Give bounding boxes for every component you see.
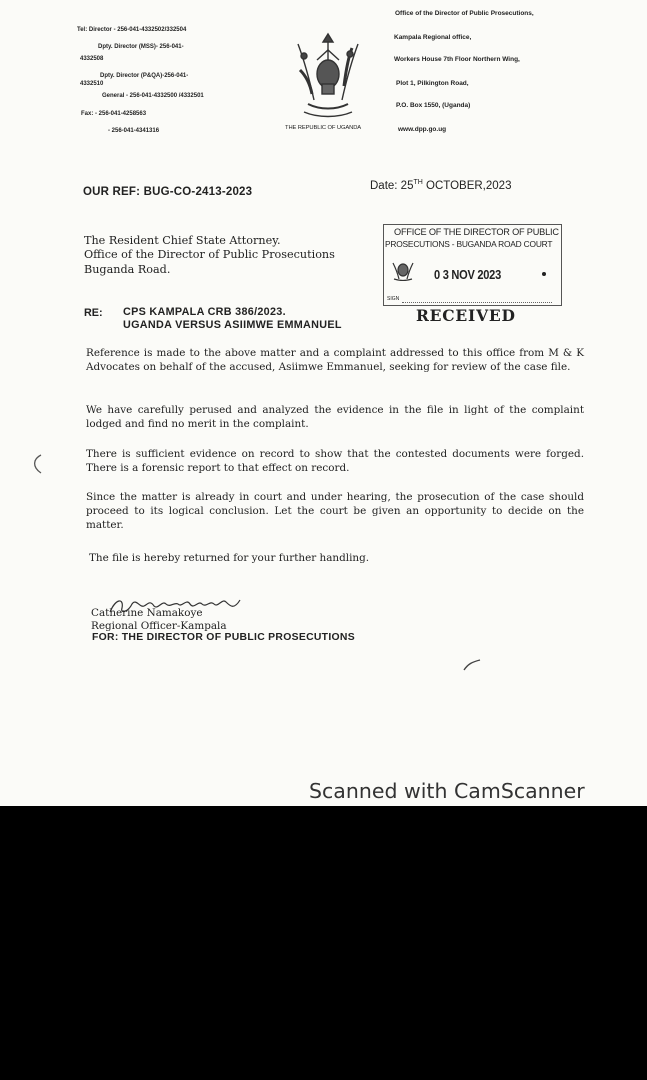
stamp-sign-line [402,302,552,303]
stamp-emblem-icon [390,259,416,281]
camscanner-watermark: Scanned with CamScanner [309,779,585,803]
stamp-sign: SIGN [387,296,400,302]
addressee-line: Buganda Road. [84,263,171,276]
contact-line: Dpty. Director (MSS)- 256-041- [98,44,184,50]
contact-line: 4332510 [80,81,104,87]
office-line: Plot 1, Pilkington Road, [396,80,469,87]
office-line: Workers House 7th Floor Northern Wing, [394,56,520,63]
our-ref: OUR REF: BUG-CO-2413-2023 [83,186,253,198]
letter-date [370,179,511,192]
stamp-dot [542,272,546,276]
contact-line: 4332508 [80,56,104,62]
signatory-name: Catherine Namakoye [91,607,203,619]
subject-line-1: CPS KAMPALA CRB 386/2023. [123,306,286,318]
addressee-line: Office of the Director of Public Prosecutions [84,248,335,261]
office-line: P.O. Box 1550, (Uganda) [396,102,471,109]
office-line: Kampala Regional office, [394,34,472,41]
signatory-title: Regional Officer-Kampala [91,620,227,632]
subject-re: RE: [84,307,103,319]
body-paragraph: Since the matter is already in court and under hearing, the prosecution of the case should proceed to its logical conclusion. Let the court be given an opportunity to decide on the matter. [86,491,584,532]
body-paragraph: The file is hereby returned for your further handling. [89,552,370,564]
office-line: www.dpp.go.ug [398,126,447,133]
contact-line: Dpty. Director (P&QA)-256-041- [100,73,189,79]
body-paragraph: We have carefully perused and analyzed the evidence in the file in light of the complaint lodged and find no merit in the complaint. [86,404,584,431]
stamp-line-1: OFFICE OF THE DIRECTOR OF PUBLIC [394,227,559,237]
signatory-for: FOR: THE DIRECTOR OF PUBLIC PROSECUTIONS [92,632,355,643]
body-paragraph: Reference is made to the above matter and a complaint addressed to this office from M & K Advocates on behalf of the accused, Asiimwe Emmanuel, seeking for review of the case file. [86,347,584,374]
stamp-received: RECEIVED [416,306,516,325]
stamp-line-2: PROSECUTIONS - BUGANDA ROAD COURT [385,239,553,249]
subject-line-2: UGANDA VERSUS ASIIMWE EMMANUEL [123,319,342,331]
received-stamp [383,224,562,306]
stamp-date: 0 3 NOV 2023 [434,267,501,282]
body-paragraph: There is sufficient evidence on record to show that the contested documents were forged. There is a forensic report to that effect on record. [86,448,584,475]
contact-line: Fax: - 256-041-4258563 [81,111,147,117]
date-suffix-sup: TH [413,179,423,186]
office-line: Office of the Director of Public Prosecutions, [395,10,534,17]
contact-line: Tel: Director - 256-041-4332502/332504 [77,27,187,33]
tick-mark [462,658,484,672]
margin-mark [30,453,44,475]
contact-line: General - 256-041-4332500 /4332501 [102,93,204,99]
addressee-line: The Resident Chief State Attorney. [84,234,281,247]
date-suffix: OCTOBER,2023 [422,179,512,192]
emblem-caption: THE REPUBLIC OF UGANDA [285,125,362,131]
coat-of-arms-icon [290,30,366,122]
date-prefix: Date: 25 [370,179,414,192]
contact-line: - 256-041-4341316 [108,128,160,134]
